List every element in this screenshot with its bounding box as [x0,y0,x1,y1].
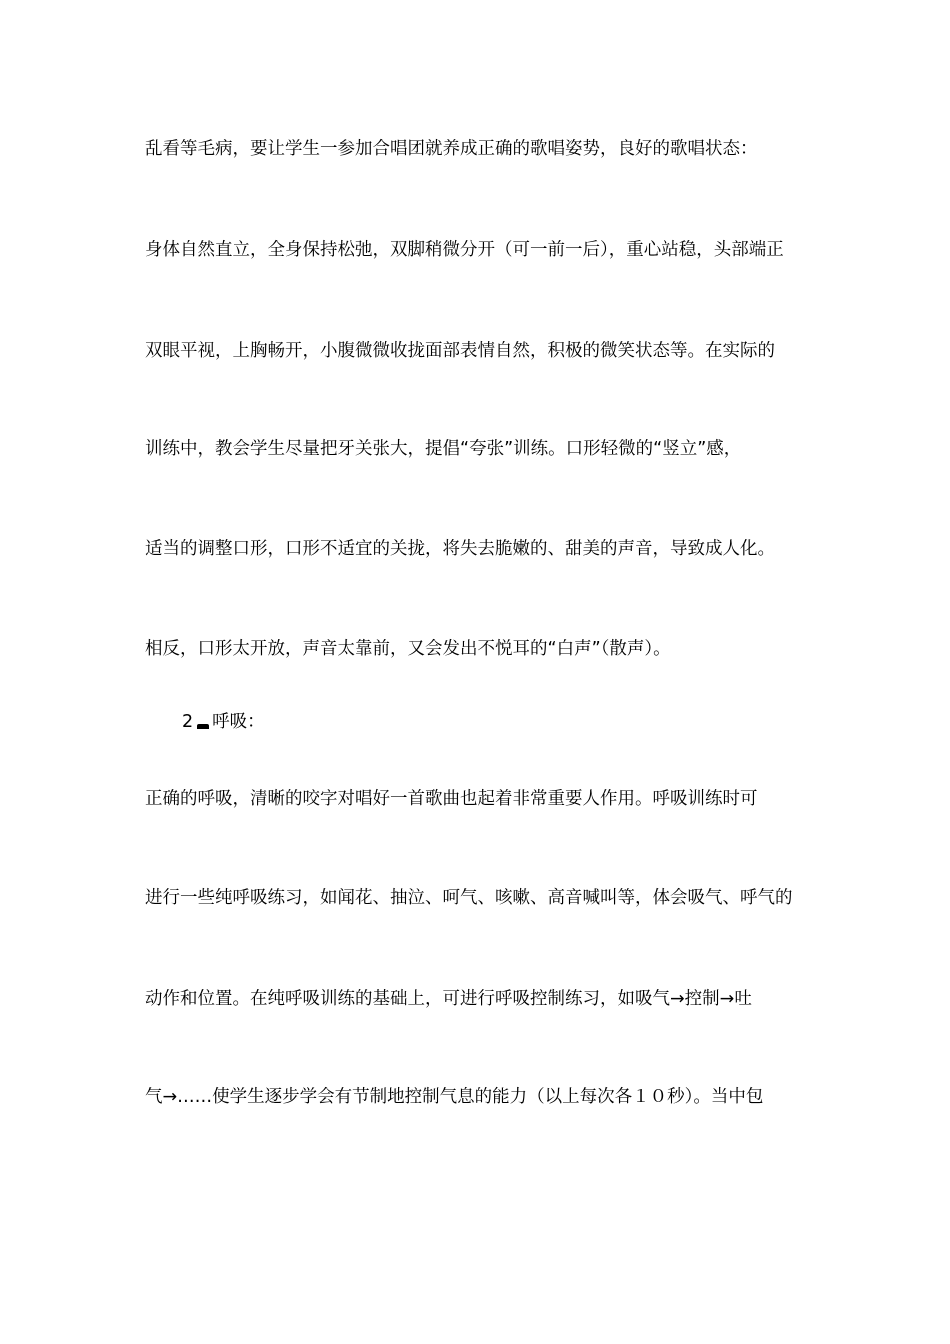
paragraph-line-7: 正确的呼吸，清晰的咬字对唱好一首歌曲也起着非常重要人作用。呼吸训练时可 [145,789,758,809]
section-number: 2 [182,712,194,732]
paragraph-line-6: 相反，口形太开放，声音太靠前，又会发出不悦耳的“白声”（散声）。 [145,639,671,659]
paragraph-line-5: 适当的调整口形，口形不适宜的关拢，将失去脆嫩的、甜美的声音，导致成人化。 [145,539,775,559]
paragraph-line-2: 身体自然直立，全身保持松弛，双脚稍微分开（可一前一后），重心站稳，头部端正 [145,240,784,260]
paragraph-line-10: 气→……使学生逐步学会有节制地控制气息的能力（以上每次各１０秒）。当中包 [145,1087,764,1107]
paragraph-line-3: 双眼平视，上胸畅开，小腹微微收拢面部表情自然，积极的微笑状态等。在实际的 [145,341,775,361]
section-title: 呼吸： [212,712,265,732]
paragraph-line-9: 动作和位置。在纯呼吸训练的基础上，可进行呼吸控制练习，如吸气→控制→吐 [145,989,752,1009]
paragraph-line-4: 训练中，教会学生尽量把牙关张大，提倡“夸张”训练。口形轻微的“竖立”感， [145,439,742,459]
paragraph-line-1: 乱看等毛病，要让学生一参加合唱团就养成正确的歌唱姿势，良好的歌唱状态： [145,139,758,159]
section-heading [182,710,852,734]
list-marker-icon [197,724,209,729]
paragraph-line-8: 进行一些纯呼吸练习，如闻花、抽泣、呵气、咳嗽、高音喊叫等，体会吸气、呼气的 [145,888,793,908]
